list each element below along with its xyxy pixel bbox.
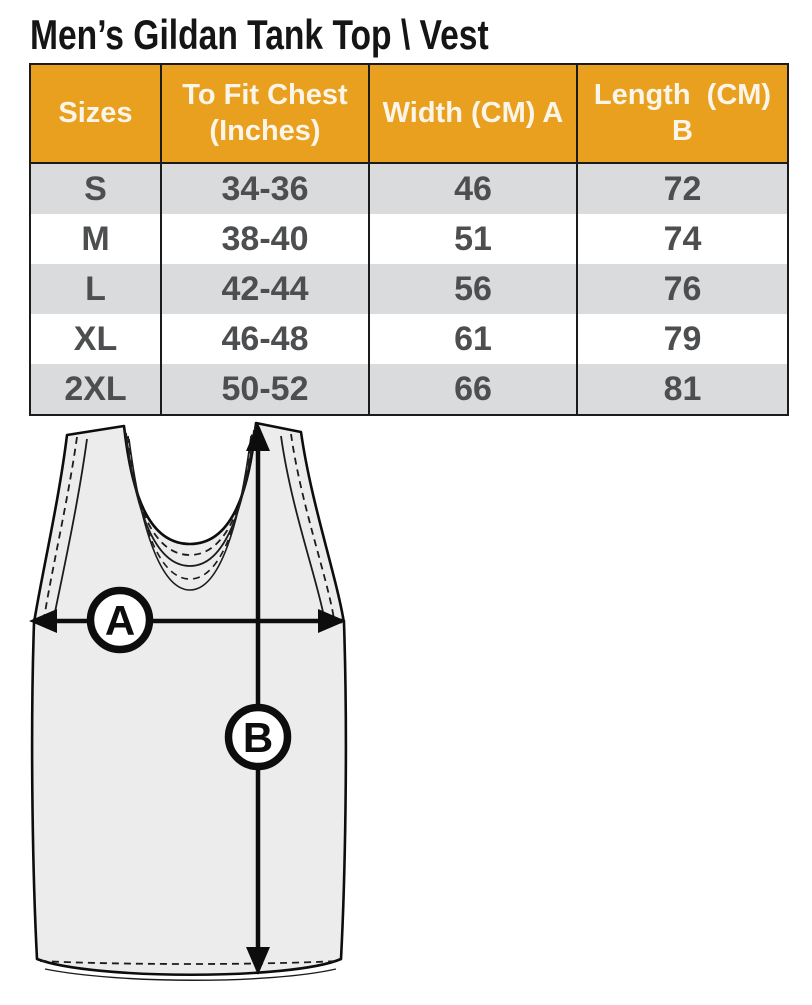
header-row — [30, 64, 788, 163]
table-cell: 2XL — [30, 364, 161, 415]
column-header-to-fit-chest-inches: To Fit Chest (Inches) — [161, 64, 369, 163]
tank-top-diagram — [0, 413, 400, 1000]
size-table-body — [30, 163, 788, 415]
table-cell: 79 — [577, 314, 788, 364]
table-row-l — [30, 264, 788, 314]
table-cell: XL — [30, 314, 161, 364]
measure-a-label: A — [104, 597, 136, 644]
table-cell: 42-44 — [161, 264, 369, 314]
measure-a-badge — [91, 591, 150, 650]
measure-b-label: B — [242, 714, 274, 761]
tank-outline — [32, 423, 346, 975]
table-row-m — [30, 214, 788, 264]
table-cell: 56 — [369, 264, 577, 314]
page-title: Men’s Gildan Tank Top \ Vest — [30, 11, 489, 58]
column-header-length-cm-b: Length (CM) B — [577, 64, 788, 163]
column-header-sizes: Sizes — [30, 64, 161, 163]
size-chart-table — [29, 63, 789, 416]
table-row-2xl — [30, 364, 788, 415]
table-cell: 46 — [369, 163, 577, 214]
table-row-s — [30, 163, 788, 214]
table-cell: 74 — [577, 214, 788, 264]
table-cell: 76 — [577, 264, 788, 314]
table-cell: L — [30, 264, 161, 314]
table-cell: 46-48 — [161, 314, 369, 364]
measure-b-badge — [229, 708, 288, 767]
table-cell: M — [30, 214, 161, 264]
table-cell: 51 — [369, 214, 577, 264]
table-cell: 61 — [369, 314, 577, 364]
table-cell: 66 — [369, 364, 577, 415]
table-cell: 38-40 — [161, 214, 369, 264]
column-header-width-cm-a: Width (CM) A — [369, 64, 577, 163]
table-cell: 50-52 — [161, 364, 369, 415]
table-cell: 81 — [577, 364, 788, 415]
table-row-xl — [30, 314, 788, 364]
table-cell: S — [30, 163, 161, 214]
table-cell: 34-36 — [161, 163, 369, 214]
table-cell: 72 — [577, 163, 788, 214]
